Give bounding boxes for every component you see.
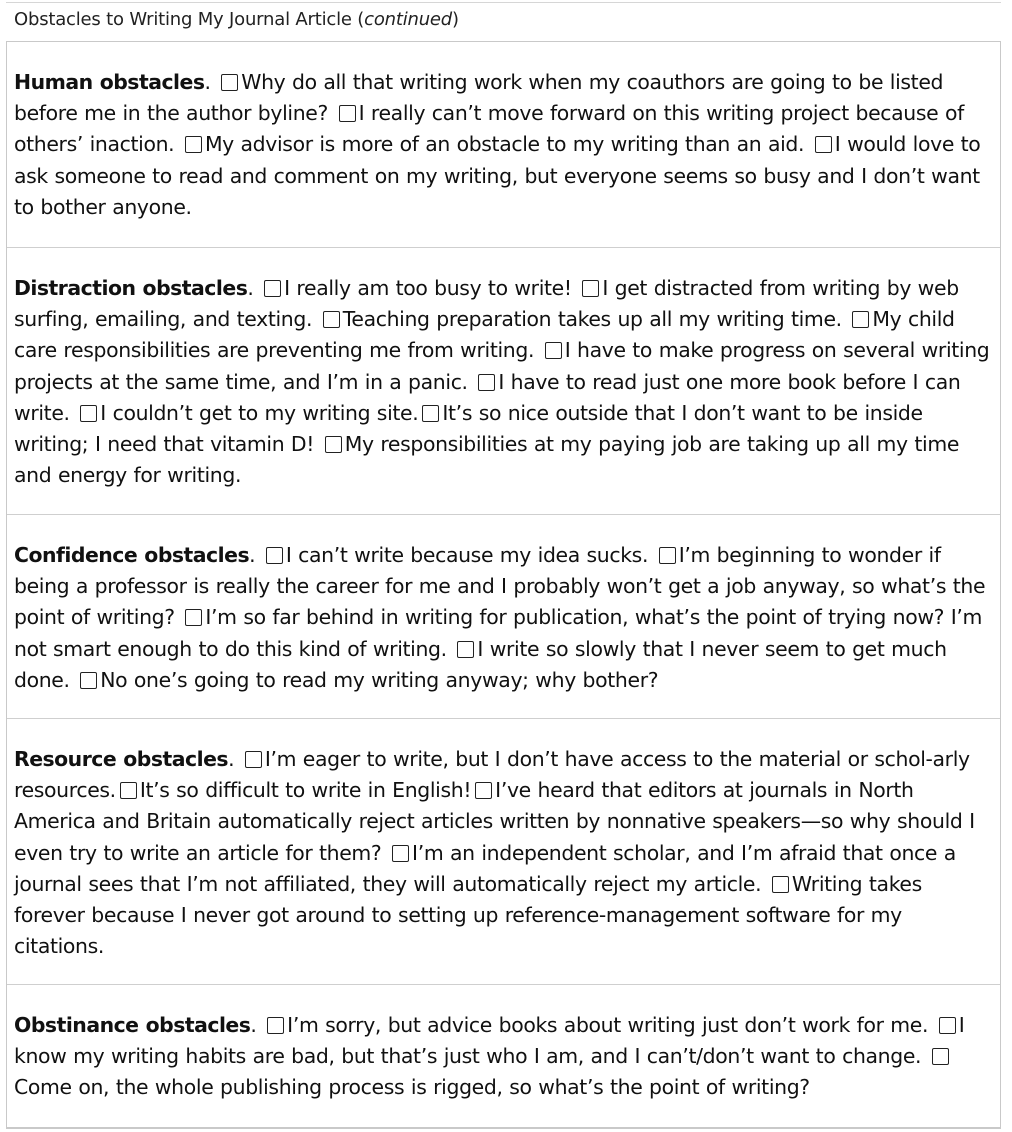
checkbox[interactable] (185, 136, 202, 153)
obstacle-item: My advisor is more of an obstacle to my writing than an aid. (204, 132, 805, 157)
section-resource-obstacles: Resource obstacles. I’m eager to write, but I don’t have access to the material or schol-arly resources. It’s so difficult to write in English! I’ve heard that editors at journals in North America and Britain automatically reject articles written by nonnative speakers—so why should I even try to write an article for them? I’m an independent scholar, and I’m afraid that once a journal sees that I’m not affiliated, they will automatically reject my article. Writing takes forever because I never got around to setting up reference-management software for my citations. (7, 718, 1000, 984)
obstacle-item: I’m an independent scholar, and I’m afraid that once a journal sees that I’m not affiliated, they will automatically reject my article. (14, 840, 956, 896)
checkbox[interactable] (545, 342, 562, 359)
section-title: Distraction obstacles (14, 276, 248, 300)
checkbox[interactable] (339, 105, 356, 122)
obstacles-table (6, 41, 1001, 1129)
section-title: Resource obstacles (14, 747, 229, 771)
obstacle-item: No one’s going to read my writing anyway; why bother? (100, 667, 659, 692)
obstacle-item: Teaching preparation takes up all my writing time. (342, 307, 842, 332)
page-header: Obstacles to Writing My Journal Article (continued) (6, 2, 1001, 41)
obstacle-item: Come on, the whole publishing process is rigged, so what’s the point of writing? (14, 1075, 810, 1100)
section-obstinance-obstacles: Obstinance obstacles. I’m sorry, but advice books about writing just don’t work for me. I know my writing habits are bad, but that’s just who I am, and I can’t/don’t want to change. Come on, the whole publishing process is rigged, so what’s the point of writing? (7, 984, 1000, 1127)
obstacle-item: It’s so nice outside that I don’t want to be inside writing; I need that vitamin D! (14, 400, 923, 457)
checkbox[interactable] (264, 280, 281, 297)
obstacle-item: I’m so far behind in writing for publication, what’s the point of trying now? I’m not smart enough to do this kind of writing. (14, 605, 983, 661)
obstacle-item: Why do all that writing work when my coauthors are going to be listed before me in the author byline? (14, 70, 944, 126)
obstacle-item: I really can’t move forward on this writing project because of others’ inaction. (14, 101, 964, 157)
obstacle-item: I’m beginning to wonder if being a professor is really the career for me and I probably won’t get a job anyway, so what’s the point of writing? (14, 543, 986, 630)
section-title: Obstinance obstacles (14, 1013, 251, 1037)
obstacle-item: I have to read just one more book before I can write. (14, 369, 961, 425)
checkbox[interactable] (323, 311, 340, 328)
section-title: Confidence obstacles (14, 543, 250, 567)
checkbox[interactable] (772, 876, 789, 893)
section-confidence-obstacles: Confidence obstacles. I can’t write because my idea sucks. I’m beginning to wonder if being a professor is really the career for me and I probably won’t get a job anyway, so what’s the point of writing? I’m so far behind in writing for publication, what’s the point of trying now? I’m not smart enough to do this kind of writing. I write so slowly that I never seem to get much done. No one’s going to read my writing anyway; why bother? (7, 514, 1000, 718)
obstacle-item: I’ve heard that editors at journals in North America and Britain automatically reject articles written by nonnative speakers—so why should I even try to write an article for them? (14, 778, 975, 865)
checkbox[interactable] (245, 751, 262, 768)
checkbox[interactable] (939, 1017, 956, 1034)
checkbox[interactable] (120, 782, 137, 799)
header-continued: continued (364, 9, 453, 30)
obstacle-item: I’m eager to write, but I don’t have access to the material or schol-arly resources. (14, 747, 970, 803)
obstacle-item: I couldn’t get to my writing site. (100, 400, 419, 425)
checkbox[interactable] (932, 1048, 949, 1065)
checkbox[interactable] (659, 547, 676, 564)
checkbox[interactable] (267, 1017, 284, 1034)
obstacle-item: I write so slowly that I never seem to get much done. (14, 636, 947, 692)
header-title: Obstacles to Writing My Journal Article (14, 9, 352, 30)
checkbox[interactable] (815, 136, 832, 153)
checkbox[interactable] (457, 641, 474, 658)
checkbox[interactable] (325, 436, 342, 453)
checkbox[interactable] (392, 845, 409, 862)
checkbox[interactable] (185, 609, 202, 626)
checkbox[interactable] (852, 311, 869, 328)
section-distraction-obstacles: Distraction obstacles. I really am too busy to write! I get distracted from writing by web surfing, emailing, and texting. Teaching preparation takes up all my writing time. My child care responsibilities are preventing me from writing. I have to make progress on several writing projects at the same time, and I’m in a panic. I have to read just one more book before I can write. I couldn’t get to my writing site. It’s so nice outside that I don’t want to be inside writing; I need that vitamin D! My responsibilities at my paying job are taking up all my time and energy for writing. (7, 247, 1000, 514)
obstacle-item: I know my writing habits are bad, but that’s just who I am, and I can’t/don’t want to change. (14, 1013, 965, 1069)
checkbox[interactable] (478, 374, 495, 391)
obstacle-item: My responsibilities at my paying job are taking up all my time and energy for writing. (14, 432, 960, 488)
checkbox[interactable] (221, 74, 238, 91)
obstacle-item: I can’t write because my idea sucks. (285, 543, 649, 567)
checkbox[interactable] (80, 405, 97, 422)
checkbox[interactable] (266, 547, 283, 564)
obstacle-item: I have to make progress on several writing projects at the same time, and I’m in a panic. (14, 338, 990, 394)
section-human-obstacles: Human obstacles. Why do all that writing work when my coauthors are going to be listed before me in the author byline? I really can’t move forward on this writing project because of others’ inaction. My advisor is more of an obstacle to my writing than an aid. I would love to ask someone to read and comment on my writing, but everyone seems so busy and I don’t want to bother anyone. (14, 70, 981, 219)
obstacle-item: I’m sorry, but advice books about writing just don’t work for me. (287, 1013, 929, 1037)
obstacle-item: I really am too busy to write! (284, 276, 572, 300)
checkbox[interactable] (422, 405, 439, 422)
checkbox[interactable] (80, 672, 97, 689)
obstacle-item: I would love to ask someone to read and comment on my writing, but everyone seems so busy and I don’t want to bother anyone. (14, 132, 981, 219)
worksheet-page (6, 2, 1001, 1129)
obstacle-item: Writing takes forever because I never got around to setting up reference-management software for my citations. (14, 871, 922, 959)
checkbox[interactable] (475, 782, 492, 799)
obstacle-item: It’s so difficult to write in English! (139, 778, 472, 803)
obstacle-item: I get distracted from writing by web surfing, emailing, and texting. (14, 276, 959, 332)
section-title: Human obstacles (14, 70, 205, 94)
obstacle-item: My child care responsibilities are preventing me from writing. (14, 307, 955, 363)
checkbox[interactable] (582, 280, 599, 297)
